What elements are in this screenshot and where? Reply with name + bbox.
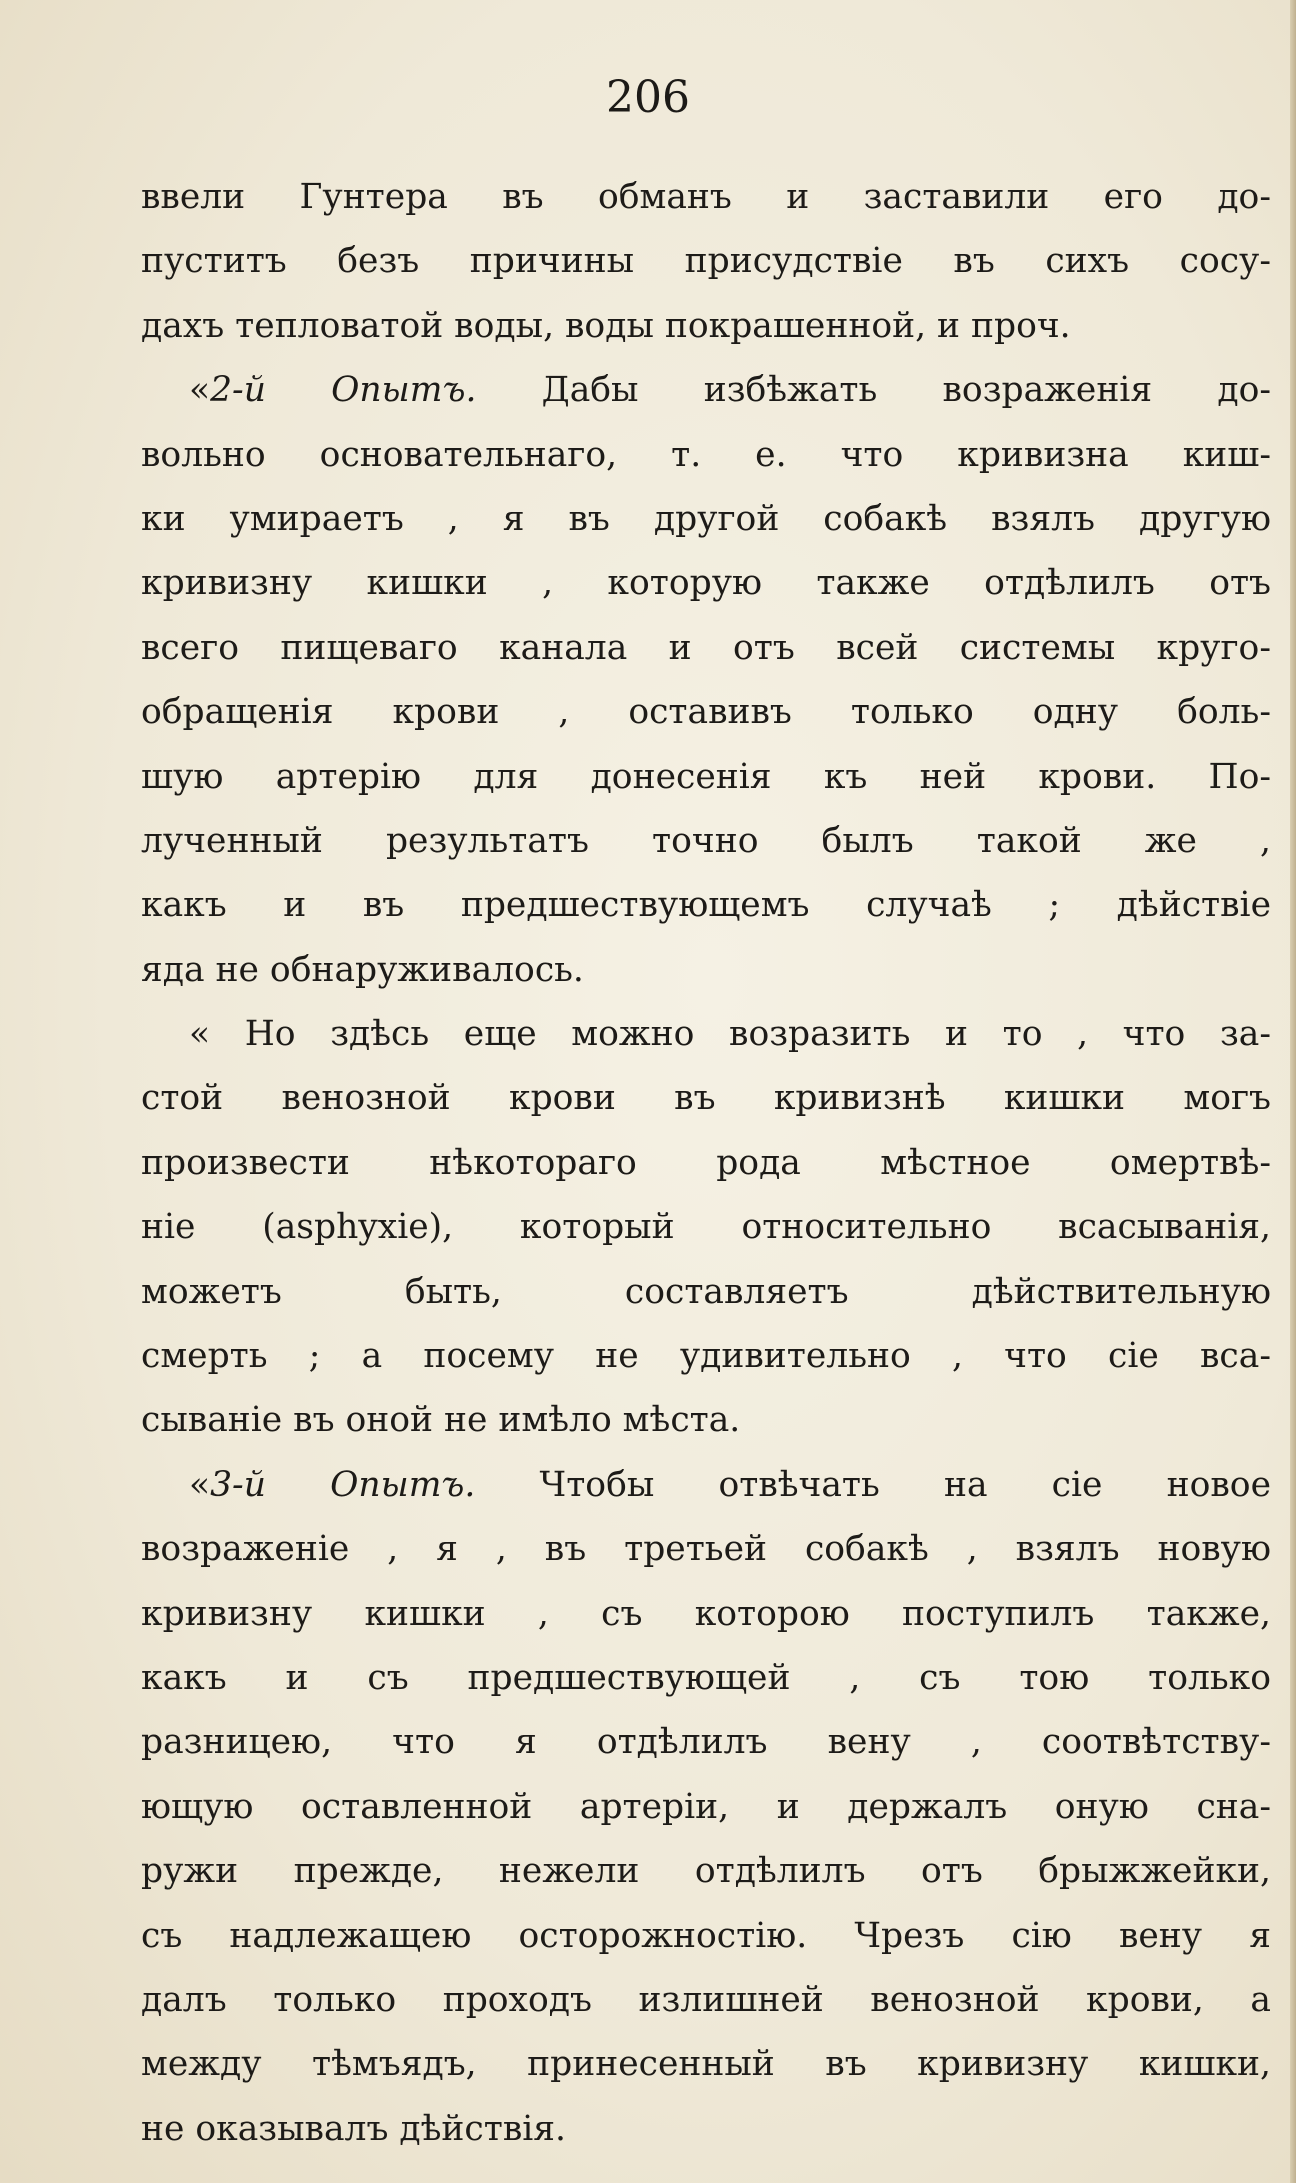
experiment-heading: 3-й Опытъ. (210, 1464, 476, 1505)
page-number: 206 (606, 72, 690, 123)
body-text (141, 165, 1271, 2161)
text-line: дахъ тепловатой воды, воды покрашенной, и проч. (141, 305, 1071, 346)
text-line: не оказывалъ дѣйствія. (141, 2108, 567, 2149)
text-line: какъ и въ предшествующемъ случаѣ ; дѣйствіе (141, 885, 1271, 926)
text-line: стой венозной крови въ кривизнѣ кишки могъ (141, 1078, 1271, 1119)
text-line: смерть ; а посему не удивительно , что сіе вса- (141, 1336, 1271, 1377)
text-line: лученный результатъ точно былъ такой же , (141, 820, 1271, 861)
text-line: ніе (asphyxie), который относительно всасыванія, (141, 1207, 1271, 1248)
text-line: ружи прежде, нежели отдѣлилъ отъ брыжжейки, (141, 1851, 1271, 1892)
text-line: яда не обнаруживалось. (141, 949, 584, 990)
text-line: кривизну кишки , которую также отдѣлилъ отъ (141, 563, 1271, 604)
text-line: всего пищеваго канала и отъ всей системы круго- (141, 627, 1271, 668)
text-line: « Но здѣсь еще можно возразить и то , что за- (189, 1014, 1271, 1055)
text-line: шую артерію для донесенія къ ней крови. По- (141, 756, 1271, 797)
text-line: съ надлежащею осторожностію. Чрезъ сію вену я (141, 1915, 1271, 1956)
text-line: далъ только проходъ излишней венозной крови, а (141, 1979, 1271, 2020)
text-line: вольно основательнаго, т. е. что кривизна киш- (141, 434, 1271, 475)
text-line: обращенія крови , оставивъ только одну боль- (141, 692, 1271, 733)
experiment-heading: 2-й Опытъ. (210, 370, 477, 411)
text-line: разницею, что я отдѣлилъ вену , соотвѣтству- (141, 1722, 1271, 1763)
text-line: ки умираетъ , я въ другой собакѣ взялъ другую (141, 498, 1271, 539)
text-line: ющую оставленной артеріи, и держалъ оную сна- (141, 1786, 1271, 1827)
text-line: между тѣмъядъ, принесенный въ кривизну кишки, (141, 2044, 1271, 2085)
text-line: сываніе въ оной не имѣло мѣста. (141, 1400, 741, 1441)
text-line: «3-й Опытъ. Чтобы отвѣчать на сіе новое (189, 1464, 1271, 1505)
text-line: «2-й Опытъ. Дабы избѣжать возраженія до- (189, 370, 1271, 411)
text-line: ввели Гунтера въ обманъ и заставили его до- (141, 177, 1271, 217)
page-edge (1290, 0, 1296, 2183)
text-line: кривизну кишки , съ которою поступилъ также, (141, 1593, 1271, 1634)
text-line: возраженіе , я , въ третьей собакѣ , взялъ новую (141, 1529, 1271, 1570)
text-line: произвести нѣкотораго рода мѣстное омертвѣ- (141, 1142, 1271, 1183)
text-line: какъ и съ предшествующей , съ тою только (141, 1657, 1271, 1698)
text-line: пуститъ безъ причины присудствіе въ сихъ сосу- (141, 241, 1271, 282)
text-line: можетъ быть, составляетъ дѣйствительную (141, 1271, 1271, 1312)
